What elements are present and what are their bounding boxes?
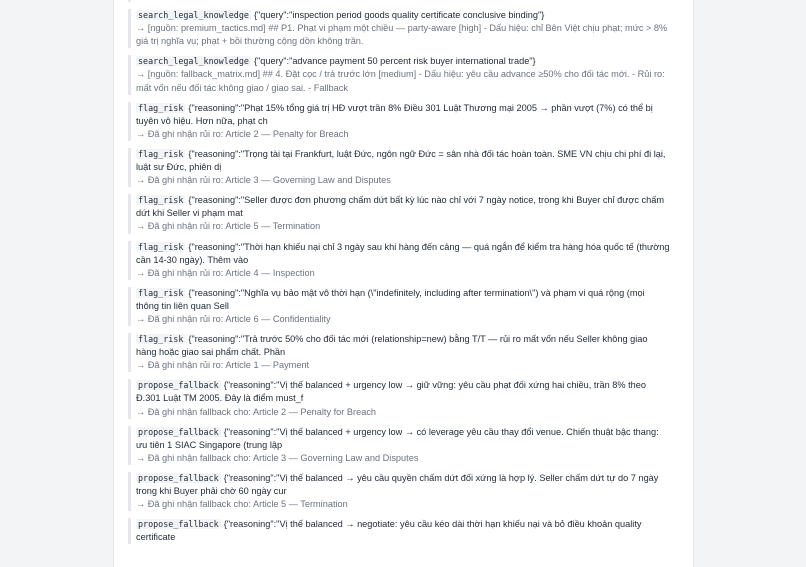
tool-name: flag_risk <box>138 195 184 206</box>
tool-call <box>136 194 670 220</box>
tool-name: search_legal_knowledge <box>138 56 249 67</box>
tool-result: → [nguồn: premium_tactics.md] ## P1. Phạt vi phạm một chiều — party-aware [high] - Dấu hiệu: chỉ Bên Việt chịu phạt; mức > 8% giá trị nghĩa vụ; phạt + bồi thường cộng dồn không trần. <box>136 23 668 47</box>
tool-arguments: {"reasoning":"Trả trước 50% cho đối tác mới (relationship=new) bằng T/T — rủi ro mất vốn nếu Seller không giao hàng hoặc giao sai phẩm chất. Phần <box>136 334 648 358</box>
tool-call <box>136 426 670 452</box>
log-entry <box>128 241 670 280</box>
tool-call <box>136 333 670 359</box>
tool-arguments: {"reasoning":"Nghĩa vụ bảo mật vô thời hạn (\"indefinitely, including after termination\") và phạm vi quá rộng (mọi thông tin liên quan Sell <box>136 287 645 311</box>
tool-call <box>136 148 670 174</box>
log-entry <box>128 518 670 544</box>
log-entry <box>128 148 670 187</box>
tool-result: → Đã ghi nhận fallback cho: Article 3 — Governing Law and Disputes <box>136 452 419 463</box>
tool-arguments: {"reasoning":"Trọng tài tại Frankfurt, luật Đức, ngôn ngữ Đức = sân nhà đối tác hoàn toàn. SME VN chịu chi phí đi lại, luật sư Đức, phiên dị <box>136 148 666 173</box>
tool-arguments: {"reasoning":"Phạt 15% tổng giá trị HĐ vượt trần 8% Điều 301 Luật Thương mại 2005 → phần vượt (7%) có thể bị tuyên vô hiệu. Hơn nữa, phạt ch <box>136 102 653 126</box>
tool-call <box>136 472 670 498</box>
tool-name: flag_risk <box>138 148 184 159</box>
log-entry <box>128 194 670 233</box>
tool-result: → Đã ghi nhận rủi ro: Article 2 — Penalty for Breach <box>136 128 349 139</box>
tool-name: propose_fallback <box>138 519 219 530</box>
tool-arguments: {"reasoning":"Vị thế balanced + urgency low → có leverage yêu cầu thay đổi venue. Chiến thuật bậc thang: ưu tiên 1 SIAC Singapore (trung lập <box>136 426 659 450</box>
tool-arguments: {"reasoning":"Vị thế balanced → negotiate: yêu cầu kéo dài thời hạn khiếu nại và bỏ điều khoản quality certificate <box>136 519 642 543</box>
tool-name: flag_risk <box>138 241 184 252</box>
tool-name: search_legal_knowledge <box>138 10 249 21</box>
tool-result: → Đã ghi nhận fallback cho: Article 5 — Termination <box>136 499 348 510</box>
tool-result <box>136 0 670 2</box>
tool-call <box>136 55 670 68</box>
tool-result: → Đã ghi nhận rủi ro: Article 6 — Confidentiality <box>136 313 331 324</box>
tool-result: → Đã ghi nhận rủi ro: Article 1 — Payment <box>136 360 310 371</box>
tool-name: flag_risk <box>138 334 184 345</box>
tool-name: flag_risk <box>138 287 184 298</box>
tool-result: → Đã ghi nhận rủi ro: Article 3 — Governing Law and Disputes <box>136 175 391 186</box>
tool-call <box>136 241 670 267</box>
log-entry <box>128 287 670 326</box>
log-entry <box>128 472 670 511</box>
tool-call <box>136 9 670 22</box>
log-entry <box>128 9 670 48</box>
tool-log-panel <box>113 0 694 567</box>
tool-arguments: {"reasoning":"Seller được đơn phương chấm dứt bất kỳ lúc nào chỉ với 7 ngày notice, trong khi Buyer chỉ được chấm dứt khi Seller vi phạm mat <box>136 195 665 219</box>
tool-arguments: {"reasoning":"Vị thế balanced + urgency low → giữ vững: yêu cầu phạt đối xứng hai chiều, trần 8% theo Đ.301 Luật TM 2005. Đây là điểm must_f <box>136 380 646 404</box>
tool-call <box>136 287 670 313</box>
tool-call <box>136 379 670 405</box>
tool-result: → Đã ghi nhận fallback cho: Article 2 — Penalty for Breach <box>136 406 377 417</box>
tool-name: propose_fallback <box>138 380 219 391</box>
tool-call <box>136 102 670 128</box>
tool-arguments: {"reasoning":"Vị thế balanced → yêu cầu quyền chấm dứt đối xứng là hợp lý. Seller chấm dứt tự do 7 ngày trong khi Buyer phải chờ 60 ngày cur <box>136 472 659 496</box>
tool-result: → [nguồn: fallback_matrix.md] ## 4. Đặt cọc / trả trước lớn [medium] - Dấu hiệu: yêu cầu advance ≥50% cho đối tác mới. - Rủi ro: mất vốn nếu đối tác không giao / giao sai. - Fallback <box>136 69 665 93</box>
log-entry <box>128 0 670 2</box>
log-entry <box>128 102 670 141</box>
log-entry <box>128 426 670 465</box>
tool-arguments: {"query":"advance payment 50 percent risk buyer international trade"} <box>253 56 536 67</box>
tool-name: propose_fallback <box>138 426 219 437</box>
tool-call <box>136 518 670 544</box>
log-entry <box>128 379 670 418</box>
tool-result: → Đã ghi nhận rủi ro: Article 4 — Inspection <box>136 267 315 278</box>
tool-result: → Đã ghi nhận rủi ro: Article 5 — Termination <box>136 221 321 232</box>
log-entry <box>128 55 670 94</box>
tool-arguments: {"query":"inspection period goods quality certificate conclusive binding"} <box>253 10 545 21</box>
tool-call-log <box>128 0 670 551</box>
tool-name: flag_risk <box>138 102 184 113</box>
tool-arguments: {"reasoning":"Thời hạn khiếu nại chỉ 3 ngày sau khi hàng đến cảng — quá ngắn để kiểm tra hàng hóa quốc tế (thường cần 14-30 ngày). Thêm vào <box>136 241 670 265</box>
log-entry <box>128 333 670 372</box>
tool-name: propose_fallback <box>138 472 219 483</box>
